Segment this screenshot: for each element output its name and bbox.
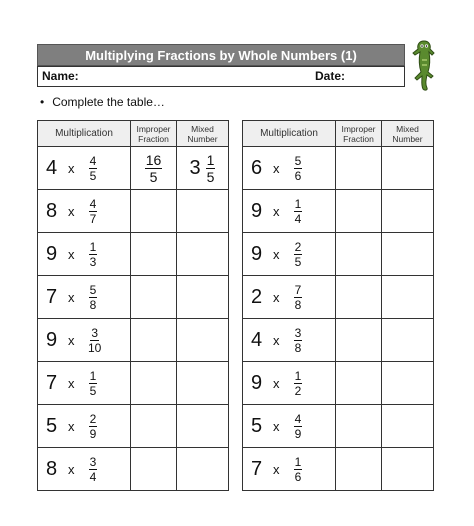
fraction bbox=[88, 413, 98, 440]
multiplication-cell bbox=[243, 448, 336, 491]
multiplication-cell bbox=[243, 233, 336, 276]
multiplication-problem bbox=[243, 155, 335, 182]
multiplication-problem bbox=[38, 241, 130, 268]
header-mixed-line1: Mixed bbox=[191, 123, 214, 134]
multiplication-problem bbox=[243, 456, 335, 483]
name-label: Name: bbox=[42, 69, 79, 83]
table-row bbox=[243, 319, 434, 362]
multiplication-problem bbox=[243, 370, 335, 397]
table-row bbox=[243, 362, 434, 405]
fraction-denominator: 4 bbox=[294, 211, 302, 226]
improper-fraction-cell[interactable] bbox=[336, 448, 382, 491]
mixed-number-cell[interactable] bbox=[177, 190, 229, 233]
improper-fraction-answer bbox=[131, 153, 176, 184]
improper-fraction-cell[interactable] bbox=[336, 319, 382, 362]
improper-fraction-cell[interactable] bbox=[131, 448, 177, 491]
fraction-numerator: 2 bbox=[89, 411, 97, 426]
fraction-numerator: 4 bbox=[89, 153, 97, 168]
whole-number: 5 bbox=[46, 414, 58, 437]
whole-number: 8 bbox=[46, 457, 58, 480]
times-sign: x bbox=[68, 246, 75, 262]
mixed-number-cell[interactable] bbox=[177, 362, 229, 405]
times-sign: x bbox=[68, 375, 75, 391]
fraction bbox=[293, 198, 303, 225]
improper-fraction-cell[interactable] bbox=[336, 362, 382, 405]
fraction-numerator: 4 bbox=[294, 411, 302, 426]
left-header-row bbox=[38, 121, 229, 147]
fraction-numerator: 16 bbox=[145, 151, 162, 168]
fraction bbox=[293, 284, 303, 311]
header-improper-line2: Fraction bbox=[343, 133, 374, 144]
multiplication-cell bbox=[243, 405, 336, 448]
mixed-number-cell[interactable] bbox=[177, 233, 229, 276]
multiplication-problem bbox=[38, 370, 130, 397]
fraction-denominator: 8 bbox=[294, 297, 302, 312]
times-sign: x bbox=[68, 203, 75, 219]
whole-number: 6 bbox=[251, 156, 263, 179]
multiplication-cell bbox=[38, 448, 131, 491]
fraction-denominator: 8 bbox=[89, 297, 97, 312]
multiplication-cell bbox=[38, 276, 131, 319]
name-date-bar bbox=[37, 66, 405, 87]
times-sign: x bbox=[68, 289, 75, 305]
fraction bbox=[88, 327, 101, 354]
fraction bbox=[293, 370, 303, 397]
table-row bbox=[243, 276, 434, 319]
mixed-number-cell[interactable] bbox=[382, 276, 434, 319]
fraction-numerator: 5 bbox=[89, 282, 97, 297]
fraction bbox=[293, 413, 303, 440]
bullet-icon: • bbox=[40, 95, 45, 109]
mixed-number-cell[interactable] bbox=[382, 319, 434, 362]
times-sign: x bbox=[273, 203, 280, 219]
mixed-number-cell[interactable] bbox=[382, 405, 434, 448]
header-mixed-line2: Number bbox=[392, 133, 423, 144]
table-row bbox=[38, 276, 229, 319]
fraction bbox=[88, 241, 98, 268]
whole-number: 7 bbox=[46, 285, 58, 308]
fraction-numerator: 1 bbox=[89, 239, 97, 254]
improper-fraction-cell[interactable] bbox=[131, 319, 177, 362]
mixed-number-cell[interactable] bbox=[382, 190, 434, 233]
header-multiplication: Multiplication bbox=[38, 121, 131, 147]
multiplication-problem bbox=[243, 327, 335, 354]
multiplication-problem bbox=[38, 456, 130, 483]
improper-fraction bbox=[145, 153, 163, 184]
whole-number: 7 bbox=[251, 457, 263, 480]
fraction-numerator: 4 bbox=[89, 196, 97, 211]
fraction-denominator: 7 bbox=[89, 211, 97, 226]
fraction bbox=[88, 155, 98, 182]
multiplication-problem bbox=[243, 198, 335, 225]
improper-fraction-cell[interactable] bbox=[336, 276, 382, 319]
fraction bbox=[293, 456, 303, 483]
mixed-number-cell[interactable] bbox=[382, 448, 434, 491]
header-improper-fraction bbox=[131, 121, 177, 147]
fraction bbox=[293, 327, 303, 354]
whole-number: 5 bbox=[251, 414, 263, 437]
fraction-denominator: 3 bbox=[89, 254, 97, 269]
times-sign: x bbox=[273, 418, 280, 434]
fraction bbox=[88, 370, 98, 397]
times-sign: x bbox=[68, 332, 75, 348]
fraction-denominator: 9 bbox=[89, 426, 97, 441]
fraction-numerator: 1 bbox=[294, 454, 302, 469]
mixed-whole-number: 3 bbox=[189, 156, 201, 179]
whole-number: 2 bbox=[251, 285, 263, 308]
mixed-number-answer bbox=[177, 153, 228, 184]
multiplication-problem bbox=[243, 413, 335, 440]
mixed-number-cell[interactable] bbox=[177, 276, 229, 319]
fraction-denominator: 5 bbox=[149, 168, 158, 185]
improper-fraction-cell[interactable] bbox=[131, 276, 177, 319]
table-row bbox=[243, 233, 434, 276]
header-mixed-line1: Mixed bbox=[396, 123, 419, 134]
header-improper-line1: Improper bbox=[341, 123, 376, 134]
header-improper-line2: Fraction bbox=[138, 133, 169, 144]
times-sign: x bbox=[273, 160, 280, 176]
fraction-denominator: 4 bbox=[89, 469, 97, 484]
multiplication-cell bbox=[243, 276, 336, 319]
mixed-fraction bbox=[206, 153, 216, 184]
table-row bbox=[38, 319, 229, 362]
fraction-numerator: 1 bbox=[89, 368, 97, 383]
whole-number: 8 bbox=[46, 199, 58, 222]
fraction-denominator: 6 bbox=[294, 469, 302, 484]
fraction-denominator: 5 bbox=[206, 168, 215, 185]
multiplication-cell bbox=[243, 190, 336, 233]
times-sign: x bbox=[68, 461, 75, 477]
times-sign: x bbox=[273, 332, 280, 348]
whole-number: 9 bbox=[251, 199, 263, 222]
table-row bbox=[38, 362, 229, 405]
table-row bbox=[243, 147, 434, 190]
multiplication-problem bbox=[38, 413, 130, 440]
header-mixed-number bbox=[177, 121, 229, 147]
mixed-number-cell[interactable] bbox=[177, 405, 229, 448]
mixed-number-cell[interactable] bbox=[382, 233, 434, 276]
multiplication-cell bbox=[243, 362, 336, 405]
whole-number: 9 bbox=[46, 328, 58, 351]
fraction-numerator: 7 bbox=[294, 282, 302, 297]
date-label: Date: bbox=[315, 69, 346, 83]
header-multiplication: Multiplication bbox=[243, 121, 336, 147]
fraction bbox=[293, 241, 303, 268]
fraction-denominator: 5 bbox=[89, 383, 97, 398]
fraction-numerator: 5 bbox=[294, 153, 302, 168]
improper-fraction-cell[interactable] bbox=[336, 147, 382, 190]
table-row bbox=[243, 190, 434, 233]
whole-number: 7 bbox=[46, 371, 58, 394]
fraction-numerator: 1 bbox=[294, 368, 302, 383]
improper-fraction-cell[interactable] bbox=[131, 362, 177, 405]
whole-number: 4 bbox=[46, 156, 58, 179]
fraction-denominator: 2 bbox=[294, 383, 302, 398]
fraction-denominator: 10 bbox=[88, 340, 102, 355]
mixed-number-cell[interactable] bbox=[177, 319, 229, 362]
times-sign: x bbox=[273, 375, 280, 391]
instruction-text: Complete the table… bbox=[52, 95, 165, 109]
mixed-number-cell[interactable] bbox=[177, 147, 229, 190]
multiplication-cell bbox=[243, 147, 336, 190]
table-row bbox=[243, 405, 434, 448]
improper-fraction-cell[interactable] bbox=[336, 233, 382, 276]
whole-number: 9 bbox=[251, 371, 263, 394]
fraction-numerator: 1 bbox=[206, 151, 215, 168]
table-row bbox=[38, 405, 229, 448]
mixed-number-cell[interactable] bbox=[177, 448, 229, 491]
whole-number: 9 bbox=[46, 242, 58, 265]
header-improper-fraction bbox=[336, 121, 382, 147]
multiplication-problem bbox=[38, 327, 130, 354]
fraction-numerator: 3 bbox=[89, 454, 97, 469]
fraction-denominator: 6 bbox=[294, 168, 302, 183]
fraction bbox=[88, 198, 98, 225]
mixed-number-cell[interactable] bbox=[382, 362, 434, 405]
fraction-denominator: 9 bbox=[294, 426, 302, 441]
multiplication-cell bbox=[38, 362, 131, 405]
fraction-denominator: 8 bbox=[294, 340, 302, 355]
multiplication-cell bbox=[38, 190, 131, 233]
times-sign: x bbox=[273, 246, 280, 262]
left-table bbox=[37, 120, 229, 491]
multiplication-cell bbox=[38, 233, 131, 276]
fraction-numerator: 3 bbox=[294, 325, 302, 340]
fraction-numerator: 3 bbox=[91, 325, 99, 340]
table-row bbox=[243, 448, 434, 491]
fraction-numerator: 2 bbox=[294, 239, 302, 254]
fraction bbox=[88, 456, 98, 483]
multiplication-cell bbox=[38, 405, 131, 448]
mixed-number-cell[interactable] bbox=[382, 147, 434, 190]
right-table bbox=[242, 120, 434, 491]
multiplication-cell bbox=[38, 319, 131, 362]
header-improper-line1: Improper bbox=[136, 123, 171, 134]
multiplication-cell bbox=[38, 147, 131, 190]
multiplication-problem bbox=[38, 198, 130, 225]
improper-fraction-cell[interactable] bbox=[131, 190, 177, 233]
worksheet-title: Multiplying Fractions by Whole Numbers (1) bbox=[37, 44, 405, 66]
table-row bbox=[38, 190, 229, 233]
fraction-numerator: 1 bbox=[294, 196, 302, 211]
lizard-icon bbox=[408, 38, 438, 92]
multiplication-cell bbox=[243, 319, 336, 362]
table-row bbox=[38, 448, 229, 491]
improper-fraction-cell[interactable] bbox=[131, 147, 177, 190]
whole-number: 9 bbox=[251, 242, 263, 265]
times-sign: x bbox=[273, 289, 280, 305]
improper-fraction-cell[interactable] bbox=[131, 405, 177, 448]
improper-fraction-cell[interactable] bbox=[336, 190, 382, 233]
table-row bbox=[38, 147, 229, 190]
improper-fraction-cell[interactable] bbox=[131, 233, 177, 276]
times-sign: x bbox=[273, 461, 280, 477]
right-header-row bbox=[243, 121, 434, 147]
whole-number: 4 bbox=[251, 328, 263, 351]
header-mixed-line2: Number bbox=[187, 133, 218, 144]
multiplication-problem bbox=[243, 284, 335, 311]
header-mixed-number bbox=[382, 121, 434, 147]
table-row bbox=[38, 233, 229, 276]
multiplication-problem bbox=[38, 284, 130, 311]
fraction bbox=[88, 284, 98, 311]
fraction bbox=[293, 155, 303, 182]
fraction-denominator: 5 bbox=[89, 168, 97, 183]
times-sign: x bbox=[68, 160, 75, 176]
multiplication-problem bbox=[38, 155, 130, 182]
improper-fraction-cell[interactable] bbox=[336, 405, 382, 448]
times-sign: x bbox=[68, 418, 75, 434]
instruction bbox=[40, 95, 165, 109]
fraction-denominator: 5 bbox=[294, 254, 302, 269]
multiplication-problem bbox=[243, 241, 335, 268]
